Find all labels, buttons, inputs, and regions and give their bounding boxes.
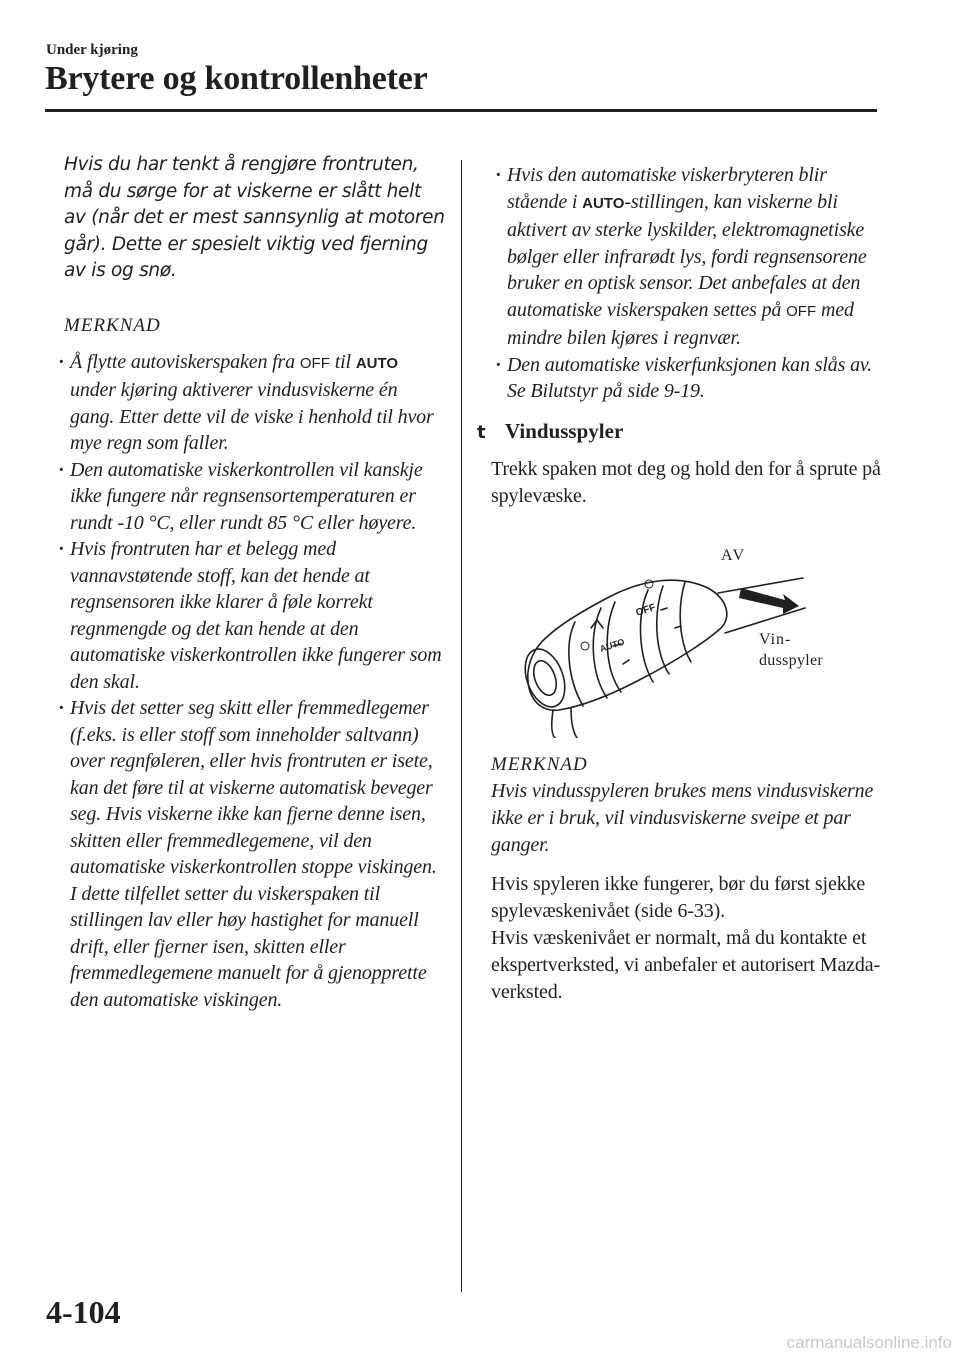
wiper-stalk-illustration — [493, 538, 853, 738]
auto-position-label: AUTO — [582, 194, 625, 212]
figure-label-av: AV — [721, 546, 747, 564]
left-column — [46, 152, 446, 1013]
right-column — [477, 162, 891, 1006]
column-divider — [461, 160, 462, 1292]
intro-text: Trekk spaken mot deg og hold den for å sprute på spylevæske. — [491, 457, 881, 507]
figure-label-washer-line2: dusspyler — [759, 651, 824, 669]
note-text: Hvis den automatiske viskerbryteren blir stående i — [507, 164, 827, 213]
section-label: Under kjøring — [46, 42, 138, 58]
stalk-auto-marking: AUTO — [598, 636, 626, 654]
note-text: Den automatiske viskerkontrollen vil kanskje ikke fungere når regnsensortemperaturen er rundt -10 °C, eller rundt 85 °C eller høyere. — [70, 458, 423, 534]
warning-text: Hvis du har tenkt å rengjøre frontruten, må du sørge for at viskerne er slått helt av (når det er mest sannsynlig at motoren går). Dette er spesielt viktig ved fjerning av is og snø. — [64, 154, 445, 281]
subheading-text: Vindusspyler — [505, 418, 624, 443]
watermark: carmanualsonline.info — [786, 1333, 952, 1352]
note-text: under kjøring aktiverer vindusviskerne én gang. Etter dette vil de viske i henhold til hvor mye regn som faller. — [70, 379, 434, 454]
note-text: -stillingen, kan viskerne bli aktivert av sterke lyskilder, elektromagnetiske bølger eller infrarødt lys, fordi regnsensorene bruker en optisk sensor. Det anbefales at den automatiske viskerspaken settes på — [507, 190, 867, 321]
title-rule — [45, 109, 877, 112]
washer-figure — [493, 538, 853, 738]
note-text: Hvis frontruten har et belegg med vannavstøtende stoff, kan det hende at regnsensoren ikke klarer å føle korrekt regnmengde og det kan hende at den automatiske viskerkontrollen ikke fungerer som den skal. — [70, 538, 442, 693]
note-text: med mindre bilen kjøres i regnvær. — [507, 298, 854, 349]
note-heading: MERKNAD — [491, 753, 588, 775]
note-item — [491, 162, 891, 352]
note-text: til — [329, 350, 356, 373]
note-text: Hvis vindusspyleren brukes mens vindusviskerne ikke er i bruk, vil vindusviskerne sveipe et par ganger. — [491, 779, 874, 856]
stalk-off-marking: OFF — [634, 601, 657, 619]
note-list — [491, 162, 891, 405]
note-text: Hvis det setter seg skitt eller fremmedlegemer (f.eks. is eller stoff som inneholder saltvann) over regnføleren, eller hvis frontruten er isete, kan det føre til at viskerne automatisk beveger seg. Hvis viskerne ikke kan fjerne denne isen, skitten eller fremmedlegemene, vil den automatiske viskerkontrollen stoppe viskingen. I dette tilfellet setter du viskerspaken til stillingen lav eller høy hastighet for manuell drift, eller fjerner isen, skitten eller fremmedlegemene manuelt for å gjenopprette den automatiske viskingen. — [70, 697, 437, 1011]
note-item — [54, 695, 446, 1013]
note-item — [54, 349, 446, 457]
subheading-marker-icon: t — [477, 421, 486, 443]
note-text: Se Bilutstyr på side 9-19. — [507, 380, 705, 402]
page-number: 4-104 — [46, 1294, 121, 1330]
subheading — [477, 419, 891, 444]
note-item — [54, 457, 446, 537]
note-item — [54, 536, 446, 695]
note-heading: MERKNAD — [64, 314, 161, 336]
body-paragraph: Hvis spyleren ikke fungerer, bør du først sjekke spylevæskenivået (side 6-33). — [491, 872, 866, 922]
auto-position-label: AUTO — [355, 354, 399, 372]
note-item — [491, 352, 891, 405]
off-position-label: OFF — [786, 302, 817, 320]
note-list — [46, 349, 446, 1014]
note-text: Å flytte autoviskerspaken fra — [70, 350, 300, 373]
note-text: Den automatiske viskerfunksjonen kan slås av. — [507, 353, 873, 376]
page-title: Brytere og kontrollenheter — [45, 60, 428, 97]
figure-label-washer-line1: Vin- — [759, 630, 792, 648]
off-position-label: OFF — [299, 354, 330, 372]
body-paragraph: Hvis væskenivået er normalt, må du kontakte et ekspertverksted, vi anbefaler et autorisert Mazda-verksted. — [491, 926, 880, 1003]
